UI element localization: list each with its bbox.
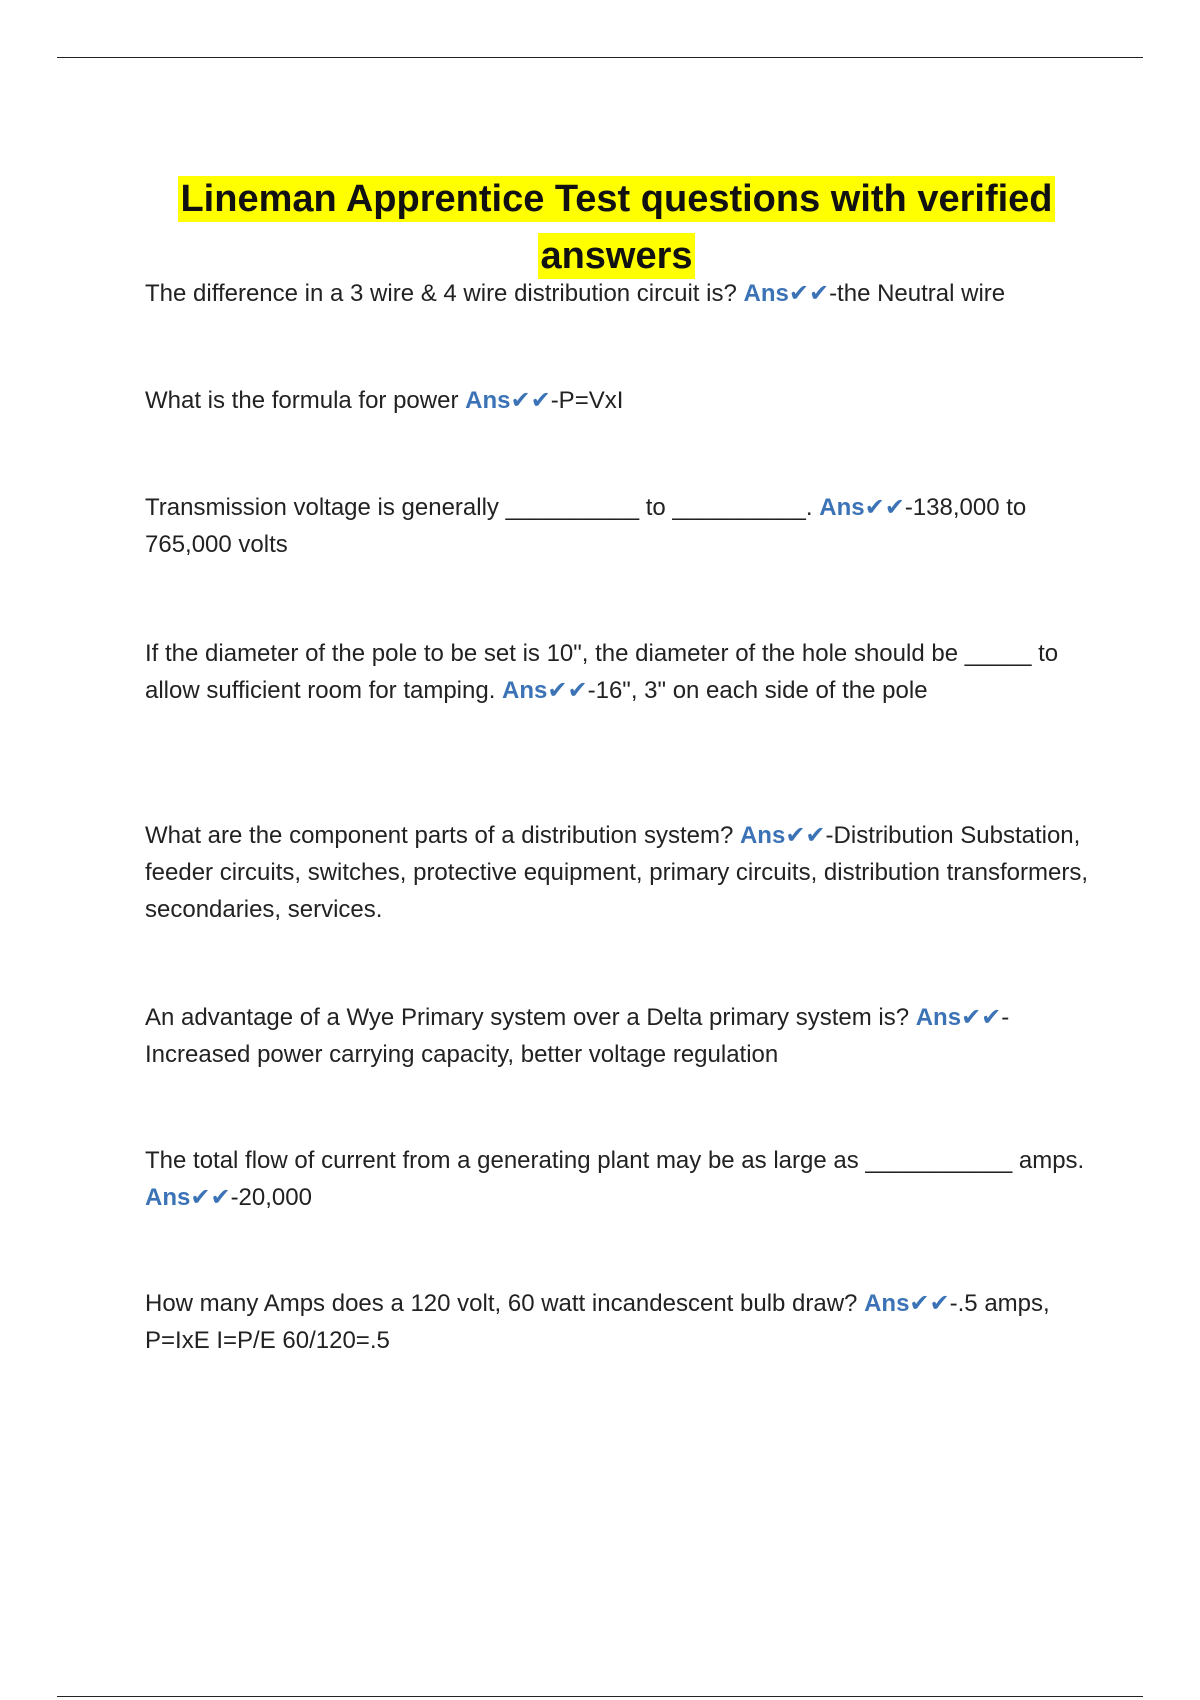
answer-text: -Distribution Substation, feeder circuits, switches, protective equipment, primary circuits, distribution transformers, secondaries, services. (145, 822, 1088, 923)
question-text: If the diameter of the pole to be set is 10", the diameter of the hole should be _____ to allow sufficient room for tamping. (145, 640, 1059, 704)
footer-rule (57, 1696, 1143, 1697)
checkmark-icon: ✔✔ (961, 1004, 1002, 1031)
checkmark-icon: ✔✔ (510, 387, 551, 414)
qa-item-1 (145, 275, 1095, 312)
answer-marker: Ans (145, 1184, 191, 1211)
question-text: Transmission voltage is generally __________ to __________. (145, 494, 820, 521)
question-text: How many Amps does a 120 volt, 60 watt incandescent bulb draw? (145, 1290, 865, 1317)
question-text: The difference in a 3 wire & 4 wire distribution circuit is? (145, 280, 744, 307)
answer-marker: Ans (502, 677, 548, 704)
qa-item-6 (145, 999, 1095, 1073)
question-text: What is the formula for power (145, 387, 466, 414)
checkmark-icon: ✔✔ (785, 822, 826, 849)
qa-item-3 (145, 489, 1095, 563)
qa-item-7 (145, 1142, 1095, 1216)
qa-item-4 (145, 635, 1095, 709)
answer-text: -16", 3" on each side of the pole (587, 677, 928, 704)
title-highlight: Lineman Apprentice Test questions with verified answers (180, 178, 1053, 278)
qa-item-2 (145, 382, 1095, 419)
answer-text: -P=VxI (550, 387, 624, 414)
question-text: The total flow of current from a generating plant may be as large as ___________ amps. (145, 1147, 1085, 1174)
answer-marker: Ans (743, 280, 789, 307)
answer-text: -20,000 (230, 1184, 312, 1211)
answer-marker: Ans (864, 1290, 910, 1317)
question-text: What are the component parts of a distribution system? (145, 822, 740, 849)
answer-marker: Ans (739, 822, 786, 849)
document-title (145, 171, 1088, 285)
checkmark-icon: ✔✔ (909, 1290, 950, 1317)
checkmark-icon: ✔✔ (788, 280, 830, 307)
checkmark-icon: ✔✔ (190, 1184, 231, 1211)
answer-marker: Ans (819, 494, 865, 521)
answer-marker: Ans (915, 1004, 962, 1031)
answer-marker: Ans (465, 387, 511, 414)
answer-text: -the Neutral wire (829, 280, 1006, 307)
header-rule (57, 57, 1143, 58)
qa-item-8 (145, 1285, 1095, 1359)
answer-text: -138,000 to 765,000 volts (145, 494, 1027, 558)
checkmark-icon: ✔✔ (547, 677, 588, 704)
answer-text: -.5 amps, P=IxE I=P/E 60/120=.5 (145, 1290, 1050, 1354)
checkmark-icon: ✔✔ (864, 494, 905, 521)
question-text: An advantage of a Wye Primary system over a Delta primary system is? (145, 1004, 916, 1031)
answer-text: -Increased power carrying capacity, better voltage regulation (145, 1004, 1010, 1068)
qa-item-5 (145, 817, 1095, 928)
